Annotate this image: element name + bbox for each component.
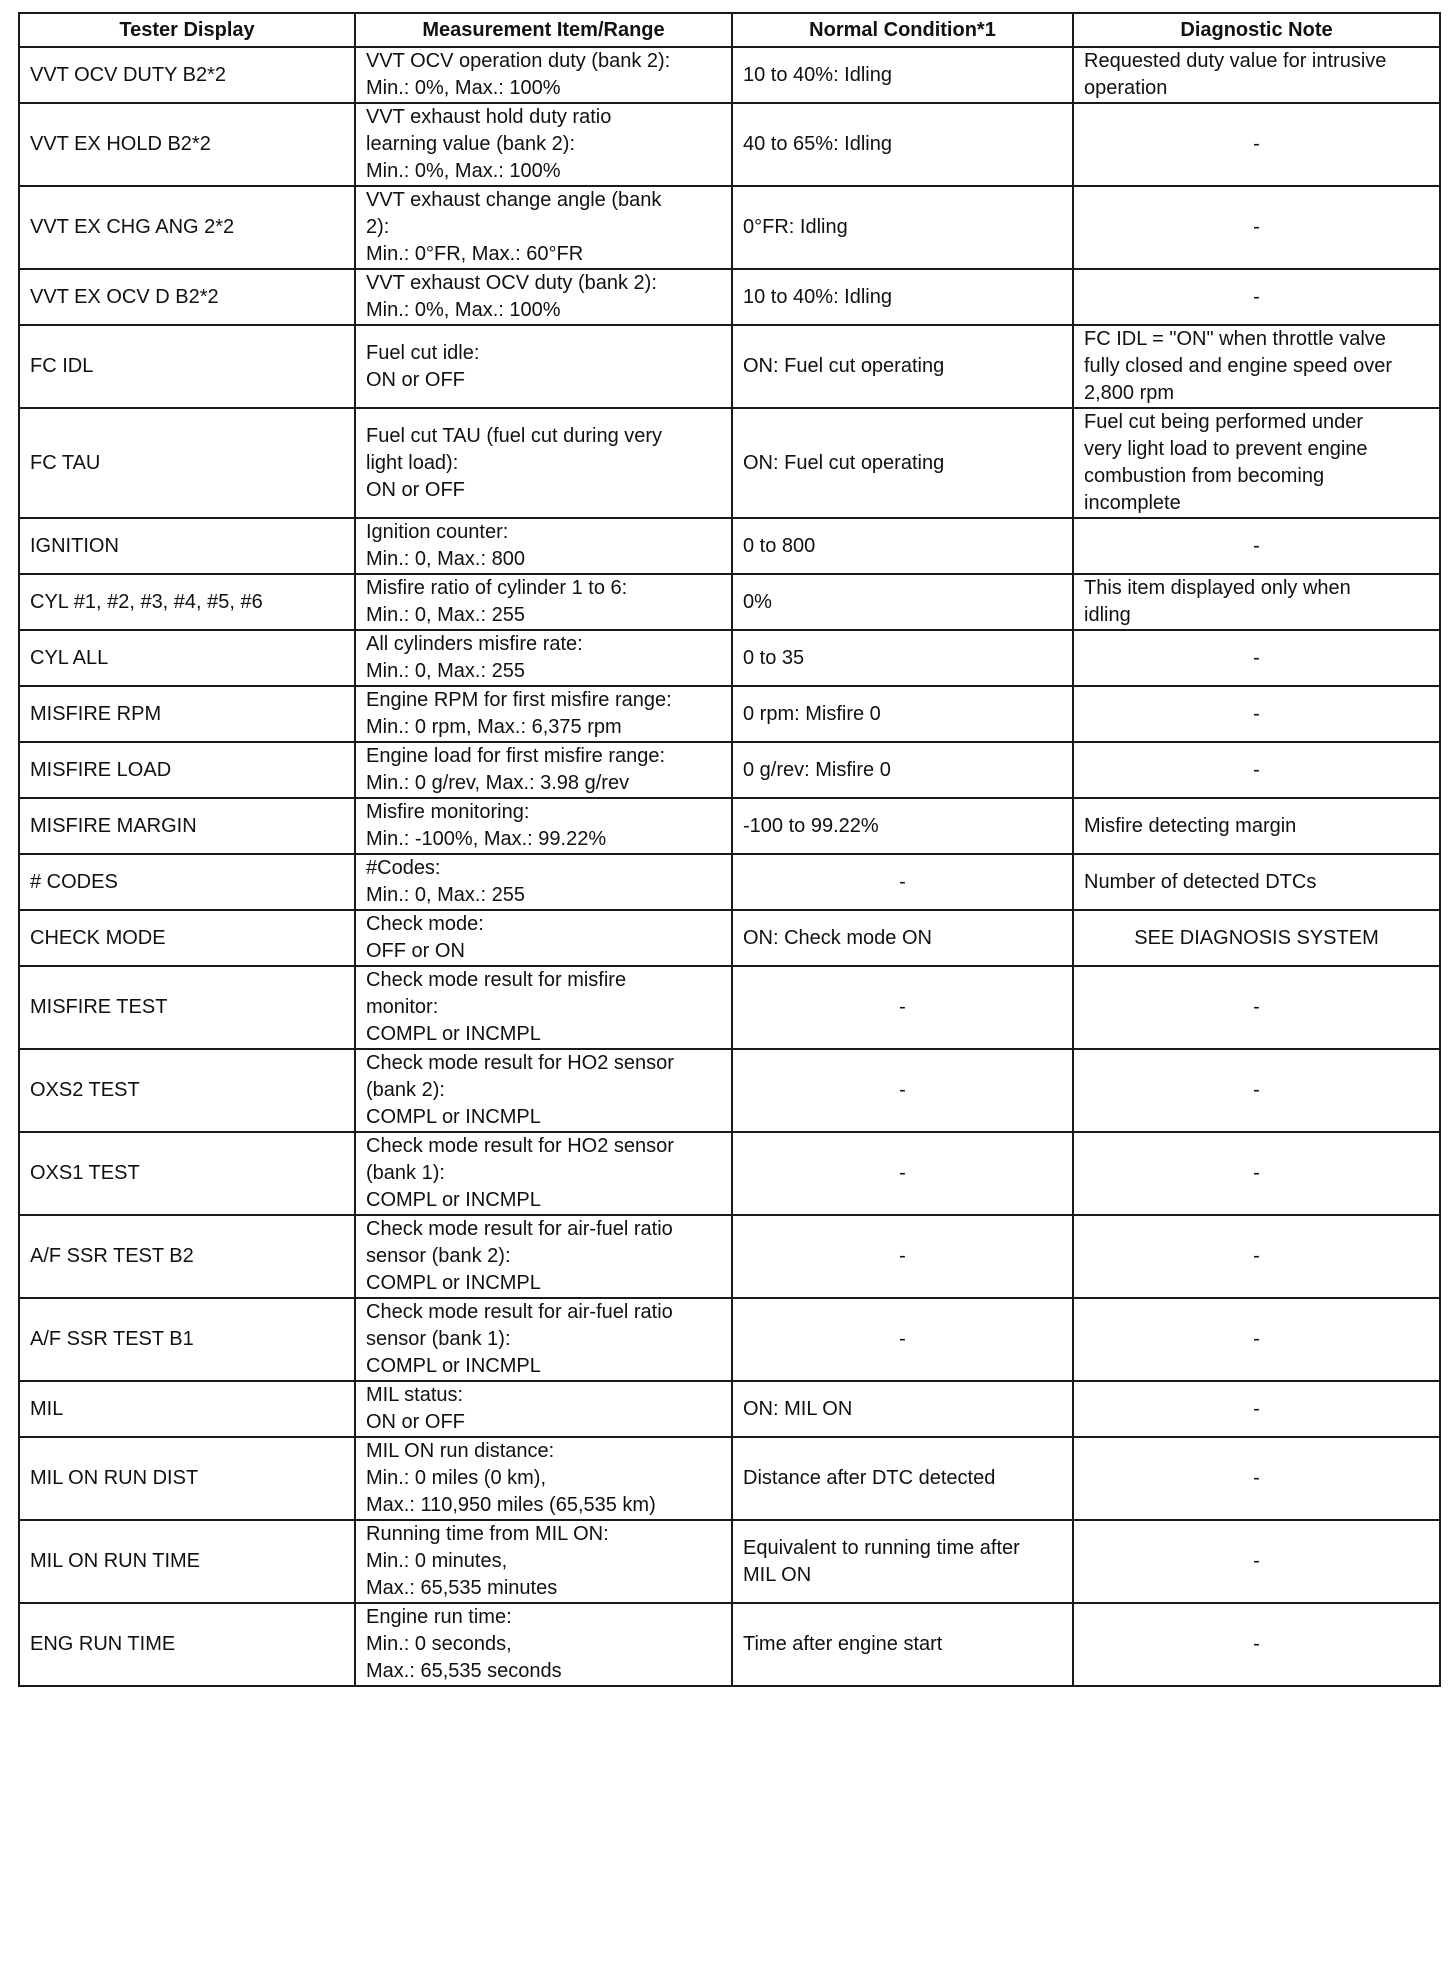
table-body [19,47,1440,1686]
diagnostic-note-cell [1073,854,1440,910]
diagnostic-note-cell-line: idling [1084,604,1131,626]
diagnostic-note-cell-line: - [1253,1467,1260,1489]
tester-display-cell: A/F SSR TEST B1 [19,1298,355,1381]
diagnostic-note-cell [1073,1298,1440,1381]
diagnostic-note-cell-line: - [1253,534,1260,557]
diagnostic-note-cell [1073,630,1440,686]
tester-display-cell: VVT EX HOLD B2*2 [19,103,355,186]
measurement-cell-line: COMPL or INCMPL [366,1355,541,1377]
measurement-cell-line: VVT exhaust change angle (bank [366,189,662,211]
measurement-cell [355,686,732,742]
measurement-cell-line: Max.: 65,535 seconds [366,1660,562,1682]
diagnostic-note-cell [1073,966,1440,1049]
measurement-cell-line: Min.: 0 g/rev, Max.: 3.98 g/rev [366,772,630,794]
normal-condition-cell [732,1437,1073,1520]
normal-condition-cell [732,630,1073,686]
measurement-cell [355,798,732,854]
measurement-cell [355,518,732,574]
measurement-cell-line: Min.: 0, Max.: 255 [366,884,525,906]
normal-condition-cell-line: ON: Fuel cut operating [743,451,945,474]
diagnostic-note-cell-line: SEE DIAGNOSIS SYSTEM [1134,926,1379,949]
diagnostic-note-cell [1073,574,1440,630]
normal-condition-cell-line: 0 to 35 [743,646,805,669]
diagnostic-note-cell-line: - [1253,1633,1260,1655]
table-header [19,13,1440,47]
measurement-cell-line: Misfire monitoring: [366,801,530,823]
tester-display-cell: MISFIRE TEST [19,966,355,1049]
diagnostic-note-cell [1073,798,1440,854]
measurement-cell [355,1603,732,1686]
normal-condition-cell-line: Equivalent to running time after [743,1536,1020,1559]
normal-condition-cell-line: Time after engine start [743,1633,943,1655]
table-row [19,1520,1440,1603]
measurement-cell-line: sensor (bank 1): [366,1328,511,1350]
measurement-cell-line: VVT OCV operation duty (bank 2): [366,50,671,72]
diagnostic-note-cell-line: combustion from becoming [1084,465,1325,487]
normal-condition-cell [732,47,1073,103]
tester-display-cell: OXS2 TEST [19,1049,355,1132]
table-row [19,686,1440,742]
diagnostic-note-cell [1073,518,1440,574]
normal-condition-cell [732,518,1073,574]
measurement-cell-line: ON or OFF [366,368,465,391]
tester-display-cell: # CODES [19,854,355,910]
table-row [19,1437,1440,1520]
tester-display-cell: MISFIRE RPM [19,686,355,742]
column-header-normal-condition: Normal Condition*1 [732,13,1073,47]
normal-condition-cell-line: 10 to 40%: Idling [743,285,892,308]
measurement-cell-line: COMPL or INCMPL [366,1106,541,1128]
diagnostic-note-cell [1073,269,1440,325]
normal-condition-cell [732,103,1073,186]
diagnostic-note-cell-line: Number of detected DTCs [1084,870,1317,893]
measurement-cell [355,966,732,1049]
diagnostic-note-cell-line: Requested duty value for intrusive [1084,50,1387,72]
measurement-cell-line: Fuel cut idle: [366,341,480,364]
normal-condition-cell [732,1520,1073,1603]
normal-condition-cell [732,1298,1073,1381]
diagnostic-note-cell [1073,1520,1440,1603]
diagnostic-note-cell-line: - [1253,758,1260,781]
measurement-cell [355,1520,732,1603]
diagnostic-note-cell-line: very light load to prevent engine [1084,438,1368,460]
measurement-cell-line: MIL status: [366,1384,464,1406]
measurement-cell-line: Min.: 0 miles (0 km), [366,1467,547,1489]
table-row [19,518,1440,574]
diagnostic-note-cell [1073,1437,1440,1520]
normal-condition-cell-line: 0 g/rev: Misfire 0 [743,758,891,781]
normal-condition-cell [732,854,1073,910]
measurement-cell-line: Min.: -100%, Max.: 99.22% [366,828,607,850]
measurement-cell [355,1215,732,1298]
normal-condition-cell-line: 10 to 40%: Idling [743,63,892,86]
tester-display-cell: VVT OCV DUTY B2*2 [19,47,355,103]
measurement-cell-line: #Codes: [366,857,441,879]
normal-condition-cell-line: - [899,996,906,1018]
measurement-cell-line: sensor (bank 2): [366,1245,511,1267]
measurement-cell-line: COMPL or INCMPL [366,1189,541,1211]
tester-display-cell: CYL ALL [19,630,355,686]
measurement-cell-line: Engine load for first misfire range: [366,745,666,767]
measurement-cell-line: Min.: 0%, Max.: 100% [366,299,561,321]
measurement-cell-line: Min.: 0, Max.: 255 [366,660,525,682]
table-row [19,1215,1440,1298]
table-row [19,1298,1440,1381]
normal-condition-cell [732,966,1073,1049]
measurement-cell [355,103,732,186]
measurement-cell-line: VVT exhaust hold duty ratio [366,106,612,128]
normal-condition-cell [732,798,1073,854]
table-row [19,325,1440,408]
table-row [19,630,1440,686]
measurement-cell [355,408,732,518]
measurement-cell [355,269,732,325]
normal-condition-cell [732,574,1073,630]
normal-condition-cell [732,269,1073,325]
measurement-cell-line: Min.: 0 minutes, [366,1550,508,1572]
table-row [19,910,1440,966]
measurement-cell-line: 2): [366,216,390,238]
table-row [19,966,1440,1049]
normal-condition-cell [732,742,1073,798]
diagnostic-note-cell [1073,910,1440,966]
tester-display-cell: VVT EX OCV D B2*2 [19,269,355,325]
diagnostic-note-cell-line: - [1253,1328,1260,1350]
diagnostic-note-cell-line: incomplete [1084,492,1181,514]
normal-condition-cell [732,910,1073,966]
diagnostic-note-cell [1073,1215,1440,1298]
measurement-cell-line: (bank 2): [366,1079,445,1101]
diagnostic-note-cell [1073,103,1440,186]
diagnostic-note-cell-line: - [1253,1162,1260,1184]
measurement-cell-line: Check mode result for air-fuel ratio [366,1301,673,1323]
table-row [19,103,1440,186]
diagnostic-note-cell [1073,1049,1440,1132]
measurement-cell-line: light load): [366,451,459,474]
tester-display-cell: FC IDL [19,325,355,408]
column-header-tester-display: Tester Display [19,13,355,47]
tester-display-cell: MIL ON RUN DIST [19,1437,355,1520]
measurement-cell-line: Check mode result for misfire [366,969,627,991]
measurement-cell [355,854,732,910]
measurement-cell-line: Engine run time: [366,1606,512,1628]
normal-condition-cell-line: - [899,1162,906,1184]
normal-condition-cell [732,1381,1073,1437]
column-header-diagnostic-note: Diagnostic Note [1073,13,1440,47]
table-row [19,798,1440,854]
measurement-cell-line: Min.: 0, Max.: 255 [366,604,525,626]
diagnostic-note-cell [1073,1381,1440,1437]
measurement-cell [355,1298,732,1381]
measurement-cell-line: COMPL or INCMPL [366,1272,541,1294]
normal-condition-cell [732,1049,1073,1132]
diagnostic-note-cell [1073,408,1440,518]
normal-condition-cell [732,325,1073,408]
diagnostic-note-cell-line: - [1253,1245,1260,1267]
column-header-measurement: Measurement Item/Range [355,13,732,47]
measurement-cell [355,910,732,966]
measurement-cell [355,1381,732,1437]
measurement-cell-line: OFF or ON [366,940,465,962]
tester-display-cell: VVT EX CHG ANG 2*2 [19,186,355,269]
table-row [19,1381,1440,1437]
tester-display-cell: A/F SSR TEST B2 [19,1215,355,1298]
tester-display-cell: CYL #1, #2, #3, #4, #5, #6 [19,574,355,630]
table-row [19,1049,1440,1132]
diagnostic-note-cell-line: FC IDL = "ON" when throttle valve [1084,328,1386,350]
diagnostic-note-cell-line: - [1253,1397,1260,1420]
table-row [19,186,1440,269]
normal-condition-cell [732,186,1073,269]
measurement-cell-line: Engine RPM for first misfire range: [366,689,672,711]
measurement-cell [355,742,732,798]
normal-condition-cell [732,1132,1073,1215]
normal-condition-cell [732,1215,1073,1298]
diagnostic-data-table [18,12,1441,1687]
measurement-cell-line: Check mode result for HO2 sensor [366,1052,674,1074]
measurement-cell-line: All cylinders misfire rate: [366,633,583,655]
measurement-cell-line: Check mode: [366,913,484,935]
measurement-cell-line: Check mode result for HO2 sensor [366,1135,674,1157]
measurement-cell-line: Min.: 0 rpm, Max.: 6,375 rpm [366,716,622,738]
measurement-cell-line: Min.: 0, Max.: 800 [366,548,525,570]
normal-condition-cell [732,686,1073,742]
normal-condition-cell-line: 40 to 65%: Idling [743,133,892,155]
table-row [19,742,1440,798]
tester-display-cell: MISFIRE LOAD [19,742,355,798]
measurement-cell-line: Max.: 65,535 minutes [366,1577,558,1599]
diagnostic-note-cell-line: - [1253,996,1260,1018]
tester-display-cell: MIL [19,1381,355,1437]
header-row [19,13,1440,47]
measurement-cell [355,1437,732,1520]
table-row [19,1132,1440,1215]
normal-condition-cell-line: - [899,1245,906,1267]
normal-condition-cell-line: 0% [743,590,772,613]
diagnostic-note-cell-line: Misfire detecting margin [1084,814,1297,837]
measurement-cell [355,186,732,269]
diagnostic-note-cell-line: operation [1084,77,1168,99]
measurement-cell-line: MIL ON run distance: [366,1440,555,1462]
measurement-cell-line: Min.: 0°FR, Max.: 60°FR [366,243,584,265]
diagnostic-note-cell-line: - [1253,702,1260,725]
normal-condition-cell-line: Distance after DTC detected [743,1467,996,1489]
diagnostic-note-cell [1073,686,1440,742]
tester-display-cell: ENG RUN TIME [19,1603,355,1686]
diagnostic-note-cell-line: fully closed and engine speed over [1084,355,1392,377]
measurement-cell-line: ON or OFF [366,1411,465,1433]
normal-condition-cell-line: 0 rpm: Misfire 0 [743,702,881,725]
diagnostic-note-cell-line: Fuel cut being performed under [1084,411,1364,433]
measurement-cell-line: Check mode result for air-fuel ratio [366,1218,673,1240]
diagnostic-note-cell-line: - [1253,1550,1260,1572]
table-row [19,47,1440,103]
diagnostic-note-cell-line: - [1253,285,1260,308]
table-row [19,854,1440,910]
measurement-cell-line: Min.: 0%, Max.: 100% [366,160,561,182]
normal-condition-cell-line: -100 to 99.22% [743,814,879,837]
measurement-cell [355,630,732,686]
tester-display-cell: FC TAU [19,408,355,518]
normal-condition-cell-line: - [899,1079,906,1101]
tester-display-cell: OXS1 TEST [19,1132,355,1215]
normal-condition-cell-line: MIL ON [743,1563,812,1586]
measurement-cell-line: Min.: 0 seconds, [366,1633,512,1655]
diagnostic-note-cell-line: This item displayed only when [1084,577,1351,599]
tester-display-cell: MISFIRE MARGIN [19,798,355,854]
diagnostic-note-cell-line: - [1253,216,1260,238]
table-row [19,1603,1440,1686]
tester-display-cell: MIL ON RUN TIME [19,1520,355,1603]
measurement-cell-line: COMPL or INCMPL [366,1023,541,1045]
normal-condition-cell-line: ON: MIL ON [743,1397,853,1420]
measurement-cell [355,47,732,103]
measurement-cell-line: Running time from MIL ON: [366,1523,609,1545]
normal-condition-cell-line: 0 to 800 [743,534,816,557]
diagnostic-note-cell-line: - [1253,1079,1260,1101]
measurement-cell-line: Misfire ratio of cylinder 1 to 6: [366,577,628,599]
diagnostic-note-cell-line: 2,800 rpm [1084,382,1175,404]
diagnostic-note-cell [1073,1132,1440,1215]
normal-condition-cell [732,1603,1073,1686]
measurement-cell-line: Max.: 110,950 miles (65,535 km) [366,1494,656,1516]
diagnostic-note-cell-line: - [1253,646,1260,669]
measurement-cell [355,325,732,408]
diagnostic-note-cell [1073,1603,1440,1686]
normal-condition-cell-line: - [899,1328,906,1350]
measurement-cell [355,1132,732,1215]
diagnostic-note-cell [1073,47,1440,103]
table-row [19,269,1440,325]
normal-condition-cell-line: ON: Check mode ON [743,926,932,949]
measurement-cell-line: learning value (bank 2): [366,133,576,155]
normal-condition-cell-line: 0°FR: Idling [743,216,848,238]
measurement-cell-line: Ignition counter: [366,521,509,543]
measurement-cell-line: Min.: 0%, Max.: 100% [366,77,561,99]
measurement-cell-line: (bank 1): [366,1162,445,1184]
tester-display-cell: CHECK MODE [19,910,355,966]
measurement-cell-line: monitor: [366,996,439,1018]
normal-condition-cell-line: ON: Fuel cut operating [743,355,945,377]
diagnostic-note-cell [1073,325,1440,408]
normal-condition-cell-line: - [899,870,906,893]
table-row [19,574,1440,630]
measurement-cell-line: Fuel cut TAU (fuel cut during very [366,424,663,447]
measurement-cell-line: ON or OFF [366,478,465,501]
table-row [19,408,1440,518]
diagnostic-note-cell-line: - [1253,133,1260,155]
diagnostic-note-cell [1073,742,1440,798]
measurement-cell-line: VVT exhaust OCV duty (bank 2): [366,272,657,294]
normal-condition-cell [732,408,1073,518]
measurement-cell [355,574,732,630]
tester-display-cell: IGNITION [19,518,355,574]
measurement-cell [355,1049,732,1132]
diagnostic-note-cell [1073,186,1440,269]
